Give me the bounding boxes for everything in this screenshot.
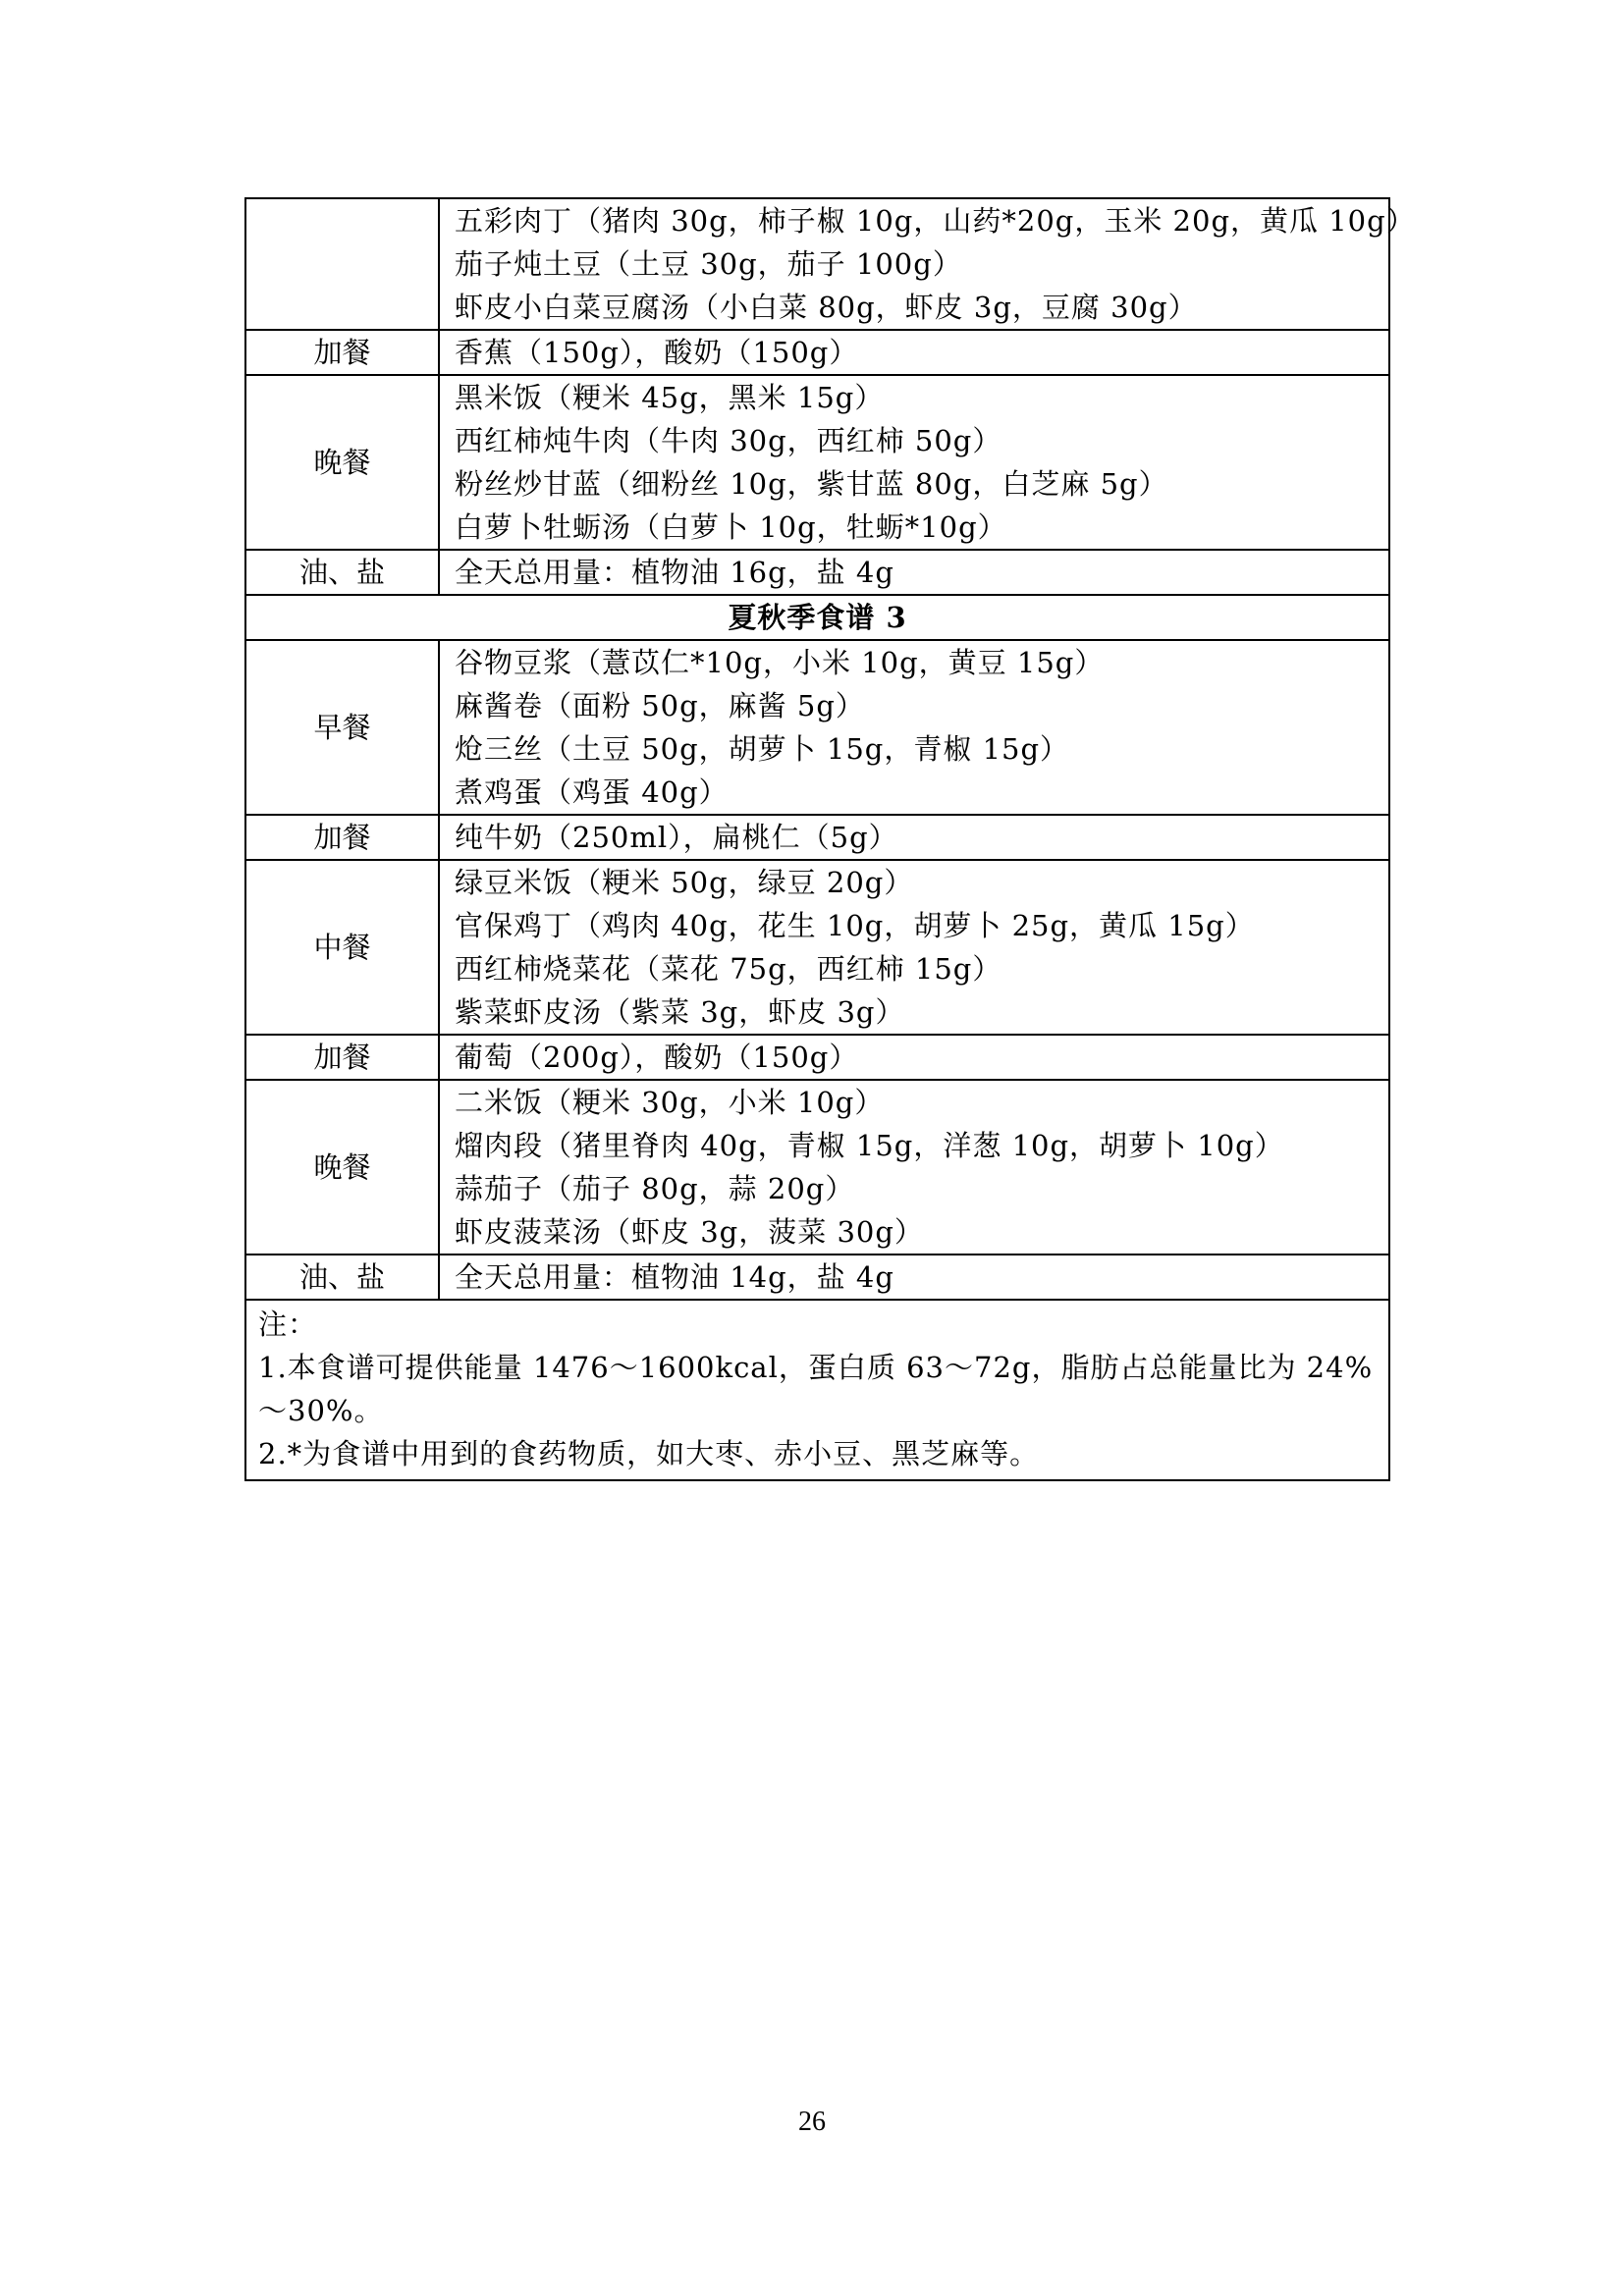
- meal-item: 紫菜虾皮汤（紫菜 3g，虾皮 3g）: [455, 995, 905, 1029]
- meal-row: [245, 1035, 1389, 1080]
- meal-item: 全天总用量：植物油 16g，盐 4g: [455, 556, 894, 589]
- meal-item: 熘肉段（猪里脊肉 40g，青椒 15g，洋葱 10g，胡萝卜 10g）: [455, 1129, 1284, 1162]
- meal-items: [439, 1255, 1389, 1300]
- meal-items: [439, 815, 1389, 860]
- meal-row: [245, 815, 1389, 860]
- meal-row: [245, 375, 1389, 550]
- meal-label: 晚餐: [245, 1080, 439, 1255]
- meal-items: [439, 550, 1389, 595]
- meal-item: 黑米饭（粳米 45g，黑米 15g）: [455, 381, 885, 414]
- note-line: 1.本食谱可提供能量 1476～1600kcal，蛋白质 63～72g，脂肪占总能量比为 24%～30%。: [258, 1351, 1374, 1427]
- meal-label: 加餐: [245, 1035, 439, 1080]
- meal-row: [245, 550, 1389, 595]
- meal-item: 虾皮菠菜汤（虾皮 3g，菠菜 30g）: [455, 1215, 924, 1249]
- meal-items: [439, 860, 1389, 1035]
- meal-item: 茄子炖土豆（土豆 30g，茄子 100g）: [455, 247, 962, 281]
- meal-row: [245, 1080, 1389, 1255]
- menu-table: [244, 197, 1416, 1481]
- meal-items: [439, 1080, 1389, 1255]
- meal-label: [245, 198, 439, 330]
- meal-items: [439, 1035, 1389, 1080]
- meal-item: 西红柿烧菜花（菜花 75g，西红柿 15g）: [455, 952, 1002, 986]
- meal-item: 粉丝炒甘蓝（细粉丝 10g，紫甘蓝 80g，白芝麻 5g）: [455, 467, 1168, 501]
- meal-label: 加餐: [245, 815, 439, 860]
- meal-label: 晚餐: [245, 375, 439, 550]
- meal-item: 香蕉（150g），酸奶（150g）: [455, 336, 859, 369]
- meal-item: 麻酱卷（面粉 50g，麻酱 5g）: [455, 689, 865, 722]
- meal-row: [245, 860, 1389, 1035]
- meal-item: 虾皮小白菜豆腐汤（小白菜 80g，虾皮 3g，豆腐 30g）: [455, 291, 1198, 324]
- page-number: 26: [798, 2107, 826, 2137]
- meal-item: 全天总用量：植物油 14g，盐 4g: [455, 1260, 894, 1294]
- notes-heading: 注：: [258, 1308, 318, 1341]
- meal-items: [439, 640, 1389, 815]
- meal-items: [439, 375, 1389, 550]
- meal-row: [245, 330, 1389, 375]
- meal-item: 炝三丝（土豆 50g，胡萝卜 15g，青椒 15g）: [455, 732, 1070, 766]
- section-title: 夏秋季食谱 3: [245, 595, 1389, 640]
- menu-table-body: [245, 198, 1416, 1480]
- meal-item: 白萝卜牡蛎汤（白萝卜 10g，牡蛎*10g）: [455, 510, 1007, 544]
- section-header-row: [245, 595, 1389, 640]
- meal-row: [245, 640, 1389, 815]
- meal-row: [245, 1255, 1389, 1300]
- meal-items: [439, 330, 1389, 375]
- meal-item: 西红柿炖牛肉（牛肉 30g，西红柿 50g）: [455, 424, 1002, 457]
- meal-item: 二米饭（粳米 30g，小米 10g）: [455, 1086, 885, 1119]
- meal-item: 官保鸡丁（鸡肉 40g，花生 10g，胡萝卜 25g，黄瓜 15g）: [455, 909, 1255, 942]
- meal-row: [245, 198, 1389, 330]
- note-line: 2.*为食谱中用到的食药物质，如大枣、赤小豆、黑芝麻等。: [258, 1437, 1040, 1470]
- notes-row: [245, 1300, 1389, 1480]
- meal-item: 葡萄（200g），酸奶（150g）: [455, 1041, 859, 1074]
- meal-item: 蒜茄子（茄子 80g，蒜 20g）: [455, 1172, 855, 1205]
- meal-label: 早餐: [245, 640, 439, 815]
- notes-cell: [245, 1300, 1389, 1480]
- meal-item: 绿豆米饭（粳米 50g，绿豆 20g）: [455, 866, 914, 899]
- meal-item: 五彩肉丁（猪肉 30g，柿子椒 10g，山药*20g，玉米 20g，黄瓜 10g）: [455, 204, 1416, 238]
- meal-label: 中餐: [245, 860, 439, 1035]
- meal-items: [439, 198, 1416, 330]
- meal-item: 煮鸡蛋（鸡蛋 40g）: [455, 775, 729, 809]
- meal-label: 油、盐: [245, 550, 439, 595]
- meal-item: 谷物豆浆（薏苡仁*10g，小米 10g，黄豆 15g）: [455, 646, 1105, 679]
- meal-label: 油、盐: [245, 1255, 439, 1300]
- meal-label: 加餐: [245, 330, 439, 375]
- meal-item: 纯牛奶（250ml），扁桃仁（5g）: [455, 821, 898, 854]
